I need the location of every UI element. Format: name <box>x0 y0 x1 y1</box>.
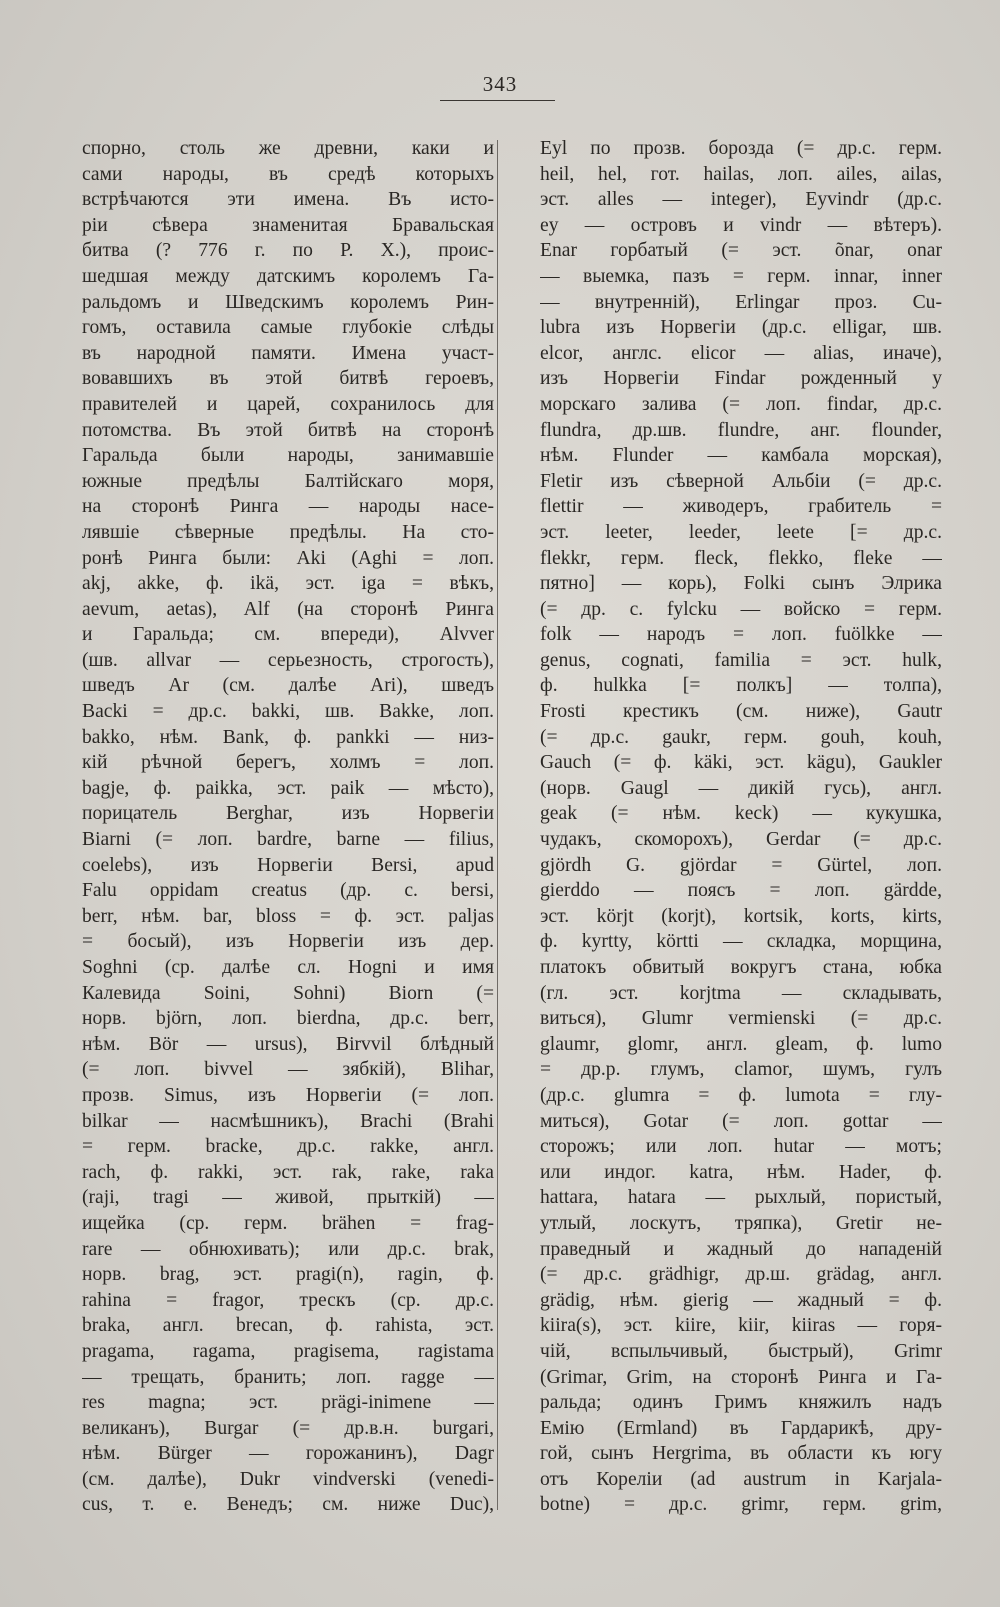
text-line: ф. hulkka [= полкъ] — толпа), <box>540 675 942 697</box>
text-line: — внутреннiй), Erlingar проз. Cu- <box>540 291 942 313</box>
text-line: виться), Glumr vermienski (= др.с. <box>540 1008 942 1030</box>
text-line: — трещать, бранить; лоп. ragge — <box>82 1366 494 1388</box>
text-line: эст. körjt (korjt), kortsik, korts, kirts, <box>540 905 942 927</box>
text-line: шведъ Ar (см. далѣе Ari), шведъ <box>82 675 494 697</box>
text-line: genus, cognati, familia = эст. hulk, <box>540 649 942 671</box>
text-line: южные предѣлы Балтiйскаго моря, <box>82 470 494 492</box>
text-line: на сторонѣ Ринга — народы насе- <box>82 496 494 518</box>
text-line: и Гаральда; см. впереди), Alvver <box>82 624 494 646</box>
header-rule <box>440 100 555 101</box>
text-line: = босый), изъ Норвегiи изъ дер. <box>82 931 494 953</box>
text-line: гомъ, оставила самые глубокiе слѣды <box>82 317 494 339</box>
text-line: встрѣчаются эти имена. Въ исто- <box>82 189 494 211</box>
text-line: grädig, нѣм. gierig — жадный = ф. <box>540 1289 942 1311</box>
text-line: Gauch (= ф. käki, эст. kägu), Gaukler <box>540 752 942 774</box>
text-line: норв. björn, лоп. bierdna, др.с. berr, <box>82 1008 494 1030</box>
text-line: Falu oppidam creatus (др. с. bersi, <box>82 880 494 902</box>
text-line: bakko, нѣм. Bank, ф. pankki — низ- <box>82 726 494 748</box>
text-line: berr, нѣм. bar, bloss = ф. эст. paljas <box>82 905 494 927</box>
text-line: rahina = fragor, трескъ (ср. др.с. <box>82 1289 494 1311</box>
text-line: (raji, tragi — живой, прыткiй) — <box>82 1187 494 1209</box>
text-line: нѣм. Flunder — камбала морская), <box>540 445 942 467</box>
text-line: платокъ обвитый вокругъ стана, юбка <box>540 957 942 978</box>
text-line: botne) = др.с. grimr, герм. grim, <box>540 1494 942 1516</box>
text-line: великанъ), Burgar (= др.в.н. burgari, <box>82 1417 494 1439</box>
text-line: gierddo — поясъ = лоп. gärdde, <box>540 880 942 902</box>
text-line: heil, hel, гот. hailas, лоп. ailes, ailas, <box>540 163 942 185</box>
text-line: (др.с. glumra = ф. lumota = глу- <box>540 1084 942 1106</box>
left-column <box>82 136 494 1518</box>
text-line: gjördh G. gjördar = Gürtel, лоп. <box>540 854 942 876</box>
text-line: сами народы, въ средѣ которыхъ <box>82 163 494 185</box>
text-line: aevum, aetas), Alf (на сторонѣ Ринга <box>82 598 494 620</box>
text-line: cus, т. е. Венедъ; см. ниже Duc), <box>82 1494 494 1516</box>
text-line: lubra изъ Норвегiи (др.с. elligar, шв. <box>540 317 942 339</box>
text-line: нѣм. Bör — ursus), Birvvil блѣдный <box>82 1033 494 1055</box>
text-line: Fletir изъ сѣверной Альбiи (= др.с. <box>540 470 942 492</box>
text-line: folk — народъ = лоп. fuölkke — <box>540 624 942 646</box>
text-line: (= др.с. grädhigr, др.ш. grädag, англ. <box>540 1264 942 1286</box>
text-line: (шв. allvar — серьезность, строгость), <box>82 649 494 671</box>
text-line: ронѣ Ринга были: Aki (Aghi = лоп. <box>82 547 494 569</box>
text-line: эст. leeter, leeder, leete [= др.с. <box>540 521 942 543</box>
text-line: ф. kyrtty, körtti — складка, морщина, <box>540 931 942 953</box>
column-divider <box>497 140 498 1510</box>
text-line: coelebs), изъ Норвегiи Bersi, apud <box>82 854 494 876</box>
text-line: (= др. с. fylcku — войско = герм. <box>540 598 942 620</box>
text-line: = др.р. глумъ, clamor, шумъ, гулъ <box>540 1059 942 1081</box>
text-line: (гл. эст. korjtma — складывать, <box>540 982 942 1004</box>
text-line: въ народной памяти. Имена участ- <box>82 342 494 364</box>
text-line: akj, akke, ф. ikä, эст. iga = вѣкъ, <box>82 573 494 595</box>
text-line: чудакъ, скоморохъ), Gerdar (= др.с. <box>540 829 942 851</box>
text-line: flettir — живодеръ, грабитель = <box>540 496 942 518</box>
text-line: праведный и жадный до нападенiй <box>540 1238 942 1260</box>
text-line: или индог. katra, нѣм. Hader, ф. <box>540 1161 942 1183</box>
text-line: чiй, вспыльчивый, быстрый), Grimr <box>540 1340 942 1362</box>
text-line: пятно] — корь), Folki сынъ Элрика <box>540 573 942 595</box>
text-line: (= лоп. bivvel — зябкiй), Blihar, <box>82 1059 494 1081</box>
text-line: спорно, столь же древни, каки и <box>82 138 494 159</box>
text-line: кiй рѣчной берегъ, холмъ = лоп. <box>82 752 494 774</box>
text-line: гой, сынъ Hergrima, въ области къ югу <box>540 1443 942 1465</box>
text-line: морскаго залива (= лоп. findar, др.с. <box>540 393 942 415</box>
text-line: нѣм. Bürger — горожанинъ), Dagr <box>82 1443 494 1465</box>
text-line: изъ Норвегiи Findar рожденный у <box>540 368 942 390</box>
text-line: flundra, др.шв. flundre, анг. flounder, <box>540 419 942 441</box>
text-line: Eyl по прозв. борозда (= др.с. герм. <box>540 138 942 159</box>
text-line: норв. brag, эст. pragi(n), ragin, ф. <box>82 1264 494 1286</box>
text-line: ральдомъ и Шведскимъ королемъ Рин- <box>82 291 494 313</box>
text-line: (Grimar, Grim, на сторонѣ Ринга и Га- <box>540 1366 942 1388</box>
page-number: 343 <box>482 72 518 96</box>
text-line: braka, англ. brecan, ф. rahista, эст. <box>82 1315 494 1337</box>
text-line: эст. alles — integer), Eyvindr (др.с. <box>540 189 942 211</box>
text-line: сторожъ; или лоп. hutar — мотъ; <box>540 1136 942 1158</box>
text-line: шедшая между датскимъ королемъ Га- <box>82 265 494 287</box>
text-line: geak (= нѣм. keck) — кукушка, <box>540 803 942 825</box>
text-line: elcor, англс. elicor — alias, иначе), <box>540 342 942 364</box>
text-line: Гаральда были народы, занимавшiе <box>82 445 494 467</box>
text-line: битва (? 776 г. по Р. Х.), проис- <box>82 240 494 262</box>
text-line: (см. далѣе), Dukr vindverski (venedi- <box>82 1468 494 1490</box>
text-line: Калевида Soini, Sohni) Biorn (= <box>82 982 494 1004</box>
text-line: Frosti крестикъ (см. ниже), Gautr <box>540 701 942 723</box>
text-line: bagje, ф. paikka, эст. paik — мѣсто), <box>82 777 494 799</box>
text-line: порицатель Berghar, изъ Норвегiи <box>82 803 494 825</box>
right-column <box>540 136 942 1518</box>
text-line: ищейка (ср. герм. brähen = frag- <box>82 1212 494 1234</box>
text-line: rach, ф. rakki, эст. rak, rake, raka <box>82 1161 494 1183</box>
text-line: прозв. Simus, изъ Норвегiи (= лоп. <box>82 1084 494 1106</box>
text-line: kiira(s), эст. kiire, kiir, kiiras — горя- <box>540 1315 942 1337</box>
text-line: рiи сѣвера знаменитая Бравальская <box>82 214 494 236</box>
text-line: лявшiе сѣверные предѣлы. На сто- <box>82 521 494 543</box>
text-line: — выемка, пазъ = герм. innar, inner <box>540 265 942 287</box>
text-line: pragama, ragama, pragisema, ragistama <box>82 1340 494 1362</box>
text-line: Емiю (Ermland) въ Гардарикѣ, дру- <box>540 1417 942 1439</box>
text-line: вовавшихъ въ этой битвѣ героевъ, <box>82 368 494 390</box>
text-line: rare — обнюхивать); или др.с. brak, <box>82 1238 494 1260</box>
text-line: glaumr, glomr, англ. gleam, ф. lumo <box>540 1033 942 1055</box>
text-line: (= др.с. gaukr, герм. gouh, kouh, <box>540 726 942 748</box>
text-line: миться), Gotar (= лоп. gottar — <box>540 1110 942 1132</box>
text-line: Backi = др.с. bakki, шв. Bakke, лоп. <box>82 701 494 723</box>
text-line: hattara, hatara — рыхлый, пористый, <box>540 1187 942 1209</box>
text-line: Enar горбатый (= эст. õnar, onar <box>540 240 942 262</box>
text-line: bilkar — насмѣшникъ), Brachi (Brahi <box>82 1110 494 1132</box>
text-line: потомства. Въ этой битвѣ на сторонѣ <box>82 419 494 441</box>
text-line: отъ Корелiи (ad austrum in Karjala- <box>540 1468 942 1490</box>
text-line: flekkr, герм. fleck, flekko, fleke — <box>540 547 942 569</box>
text-line: Soghni (ср. далѣе сл. Hogni и имя <box>82 957 494 978</box>
text-line: правителей и царей, сохранилось для <box>82 393 494 415</box>
text-line: ey — островъ и vindr — вѣтеръ). <box>540 214 942 236</box>
text-line: Biarni (= лоп. bardre, barne — filius, <box>82 829 494 851</box>
text-line: res magna; эст. prägi-inimene — <box>82 1392 494 1414</box>
text-line: = герм. bracke, др.с. rakke, англ. <box>82 1136 494 1158</box>
text-line: ральда; одинъ Гримъ княжилъ надъ <box>540 1392 942 1414</box>
text-line: (норв. Gaugl — дикiй гусь), англ. <box>540 777 942 799</box>
text-line: утлый, лоскутъ, тряпка), Gretir не- <box>540 1212 942 1234</box>
